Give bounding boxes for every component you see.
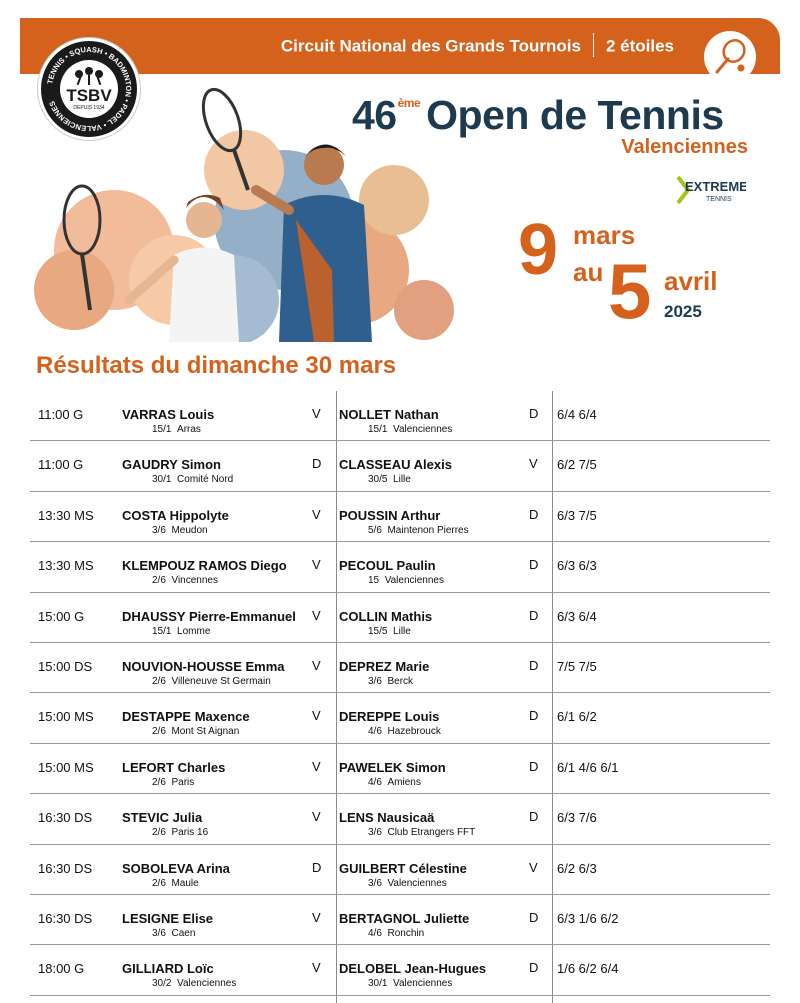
player1-rank: 2/6 xyxy=(152,575,166,587)
player2-club: Valenciennes xyxy=(384,575,444,587)
start-day: 9 xyxy=(518,210,559,290)
match-score: 6/3 7/5 xyxy=(557,507,597,523)
player1-info xyxy=(152,978,236,989)
match-row xyxy=(30,542,770,592)
logo-ring-text: TENNIS • SQUASH • BADMINTON • PADEL • VALENCIENNES xyxy=(45,44,134,134)
player2-rank: 3/6 xyxy=(368,675,382,687)
player2-rank: 4/6 xyxy=(368,927,382,939)
player2-info xyxy=(368,928,424,939)
player2-rank: 15/5 xyxy=(368,625,388,637)
match-row xyxy=(30,945,770,995)
match-row xyxy=(30,794,770,844)
player2-club: Valenciennes xyxy=(393,978,453,990)
match-score: 6/2 7/5 xyxy=(557,457,597,473)
player1-name: COSTA Hippolyte xyxy=(122,507,229,523)
player2-name: BERTAGNOL Juliette xyxy=(339,910,470,926)
player2-result: D xyxy=(529,657,539,673)
player2-rank: 30/5 xyxy=(368,474,388,486)
player2-info xyxy=(368,827,475,838)
player2-name: LENS Nausicaä xyxy=(339,810,435,826)
match-score: 7/5 7/5 xyxy=(557,658,597,674)
player1-club: Lomme xyxy=(177,625,211,637)
player1-rank: 2/6 xyxy=(152,877,166,889)
player1-info xyxy=(152,827,208,838)
player1-info xyxy=(152,575,218,586)
player1-result: V xyxy=(312,657,321,673)
results-title: Résultats du dimanche 30 mars xyxy=(36,352,397,379)
player2-info xyxy=(368,626,411,637)
match-score: 6/2 6/3 xyxy=(557,860,597,876)
player2-name: DELOBEL Jean-Hugues xyxy=(339,961,487,977)
player1-name: DHAUSSY Pierre-Emmanuel xyxy=(122,608,296,624)
event-title xyxy=(352,92,724,139)
player1-rank: 15/1 xyxy=(152,424,172,435)
end-month: avril xyxy=(664,266,718,296)
player1-result: V xyxy=(312,406,321,421)
player1-info xyxy=(152,777,194,788)
start-month: mars xyxy=(573,220,636,250)
player1-club: Paris 16 xyxy=(171,827,209,839)
player1-club: Comité Nord xyxy=(177,474,234,486)
player1-rank: 3/6 xyxy=(152,927,166,939)
player2-name: GUILBERT Célestine xyxy=(339,860,467,876)
event-city: Valenciennes xyxy=(621,136,748,158)
player1-name: DESTAPPE Maxence xyxy=(122,709,250,725)
player1-info xyxy=(152,878,199,889)
player2-info xyxy=(368,726,441,737)
match-score: 6/4 6/4 xyxy=(557,407,597,422)
player2-info xyxy=(368,777,421,788)
player1-info xyxy=(152,928,195,939)
player1-name: LEFORT Charles xyxy=(122,759,226,775)
edition-suffix: ème xyxy=(397,96,421,110)
match-row xyxy=(30,845,770,895)
player2-result: V xyxy=(529,859,538,875)
player1-result: V xyxy=(312,708,321,724)
player2-name: NOLLET Nathan xyxy=(339,407,439,422)
player1-info xyxy=(152,726,239,737)
player1-result: V xyxy=(312,960,321,976)
player1-result: V xyxy=(312,909,321,925)
player1-club: Vincennes xyxy=(171,575,218,587)
level-label: 2 étoiles xyxy=(605,36,674,56)
match-score: 6/3 6/3 xyxy=(557,558,597,574)
sponsor-name: EXTREME xyxy=(685,179,746,194)
match-time: 11:00 G xyxy=(38,457,84,473)
match-time: 15:00 G xyxy=(38,608,85,624)
player1-name: GILLIARD Loïc xyxy=(122,961,214,977)
header-text xyxy=(281,35,674,59)
match-time: 15:00 DS xyxy=(38,658,93,674)
edition-number: 46 xyxy=(352,92,397,138)
player2-name: DEREPPE Louis xyxy=(339,709,440,725)
player2-name: POUSSIN Arthur xyxy=(339,507,441,523)
match-row xyxy=(30,895,770,945)
player1-club: Paris xyxy=(171,776,195,788)
match-row xyxy=(30,492,770,542)
player1-result: V xyxy=(312,758,321,774)
match-time: 16:30 DS xyxy=(38,910,93,926)
player1-rank: 30/1 xyxy=(152,474,172,486)
player1-name: KLEMPOUZ RAMOS Diego xyxy=(122,558,287,574)
player1-rank: 15/1 xyxy=(152,625,172,637)
player2-rank: 3/6 xyxy=(368,827,382,839)
player2-name: DEPREZ Marie xyxy=(339,658,430,674)
player2-club: Berck xyxy=(387,675,414,687)
match-row xyxy=(30,391,770,441)
player1-name: VARRAS Louis xyxy=(122,407,215,422)
match-score: 6/3 7/6 xyxy=(557,810,597,826)
player2-rank: 3/6 xyxy=(368,877,382,889)
player2-rank: 15 xyxy=(368,575,380,587)
player2-name: CLASSEAU Alexis xyxy=(339,457,452,473)
match-score: 6/3 6/4 xyxy=(557,608,597,624)
match-time: 16:30 DS xyxy=(38,810,93,826)
player2-club: Valenciennes xyxy=(387,877,447,889)
match-row xyxy=(30,593,770,643)
logo-since: DEPUIS 1934 xyxy=(73,105,105,111)
player2-club: Club Etrangers FFT xyxy=(387,827,476,839)
player2-rank: 4/6 xyxy=(368,776,382,788)
extreme-tennis-logo xyxy=(676,175,746,205)
match-score: 1/6 6/2 6/4 xyxy=(557,961,619,977)
logo-acronym: TSBV xyxy=(66,86,112,105)
match-time: 11:00 G xyxy=(38,407,84,422)
player2-info xyxy=(368,575,444,586)
match-score: 6/3 1/6 6/2 xyxy=(557,910,619,926)
player1-result: D xyxy=(312,456,322,472)
player2-info xyxy=(368,474,411,485)
player2-info xyxy=(368,424,452,435)
date-connector: au xyxy=(573,257,604,287)
player2-rank: 15/1 xyxy=(368,424,388,435)
player2-club: Hazebrouck xyxy=(387,726,441,738)
player2-name: COLLIN Mathis xyxy=(339,608,433,624)
player2-rank: 30/1 xyxy=(368,978,388,990)
match-time: 13:30 MS xyxy=(38,558,94,574)
player2-result: V xyxy=(529,456,538,472)
player1-name: GAUDRY Simon xyxy=(122,457,221,473)
player1-club: Valenciennes xyxy=(177,978,237,990)
circuit-label: Circuit National des Grands Tournois xyxy=(280,36,581,56)
player2-info xyxy=(368,676,413,687)
player2-result: D xyxy=(529,708,539,724)
player1-rank: 3/6 xyxy=(152,524,166,536)
racket-icon xyxy=(704,31,756,83)
player2-result: D xyxy=(529,909,539,925)
player2-club: Valenciennes xyxy=(393,424,453,435)
player1-rank: 30/2 xyxy=(152,978,172,990)
match-row xyxy=(30,693,770,743)
player1-name: STEVIC Julia xyxy=(122,810,203,826)
player1-name: SOBOLEVA Arina xyxy=(122,860,230,876)
player1-rank: 2/6 xyxy=(152,675,166,687)
player1-club: Caen xyxy=(171,927,196,939)
player2-club: Amiens xyxy=(387,776,421,788)
match-score: 6/1 6/2 xyxy=(557,709,597,725)
results-table xyxy=(30,391,770,996)
player2-club: Maintenon Pierres xyxy=(387,524,469,536)
player2-result: D xyxy=(529,406,539,421)
player2-result: D xyxy=(529,506,539,522)
player2-info xyxy=(368,978,452,989)
player1-info xyxy=(152,474,233,485)
player1-info xyxy=(152,424,201,435)
event-name: Open de Tennis xyxy=(426,92,724,138)
player1-result: D xyxy=(312,859,322,875)
player2-result: D xyxy=(529,607,539,623)
player1-rank: 2/6 xyxy=(152,776,166,788)
match-time: 13:30 MS xyxy=(38,507,94,523)
player1-rank: 2/6 xyxy=(152,827,166,839)
player1-club: Maule xyxy=(171,877,199,889)
player2-result: D xyxy=(529,557,539,573)
player2-result: D xyxy=(529,809,539,825)
player2-info xyxy=(368,878,447,889)
match-time: 15:00 MS xyxy=(38,709,94,725)
player1-rank: 2/6 xyxy=(152,726,166,738)
player1-club: Villeneuve St Germain xyxy=(171,675,271,687)
player1-info xyxy=(152,676,271,687)
player2-rank: 5/6 xyxy=(368,524,382,536)
player1-info xyxy=(152,626,210,637)
player1-name: LESIGNE Elise xyxy=(122,910,214,926)
match-row xyxy=(30,744,770,794)
player2-club: Lille xyxy=(393,474,411,486)
player2-name: PECOUL Paulin xyxy=(339,558,436,574)
player1-result: V xyxy=(312,607,321,623)
player1-club: Arras xyxy=(177,424,201,435)
player1-club: Meudon xyxy=(171,524,208,536)
end-day: 5 xyxy=(608,247,652,335)
match-row xyxy=(30,643,770,693)
player2-club: Lille xyxy=(393,625,411,637)
player2-club: Ronchin xyxy=(387,927,425,939)
player1-club: Mont St Aignan xyxy=(171,726,240,738)
player2-info xyxy=(368,525,469,536)
player1-info xyxy=(152,525,208,536)
sponsor-sub: TENNIS xyxy=(706,196,732,203)
player2-rank: 4/6 xyxy=(368,726,382,738)
player1-result: V xyxy=(312,557,321,573)
player1-name: NOUVION-HOUSSE Emma xyxy=(122,658,285,674)
event-year: 2025 xyxy=(664,302,702,321)
player1-result: V xyxy=(312,809,321,825)
match-time: 18:00 G xyxy=(38,961,85,977)
player2-result: D xyxy=(529,960,539,976)
match-time: 15:00 MS xyxy=(38,759,94,775)
player1-result: V xyxy=(312,506,321,522)
match-row xyxy=(30,441,770,491)
match-score: 6/1 4/6 6/1 xyxy=(557,759,619,775)
match-time: 16:30 DS xyxy=(38,860,93,876)
player2-result: D xyxy=(529,758,539,774)
header-separator xyxy=(593,33,594,57)
player2-name: PAWELEK Simon xyxy=(339,759,446,775)
